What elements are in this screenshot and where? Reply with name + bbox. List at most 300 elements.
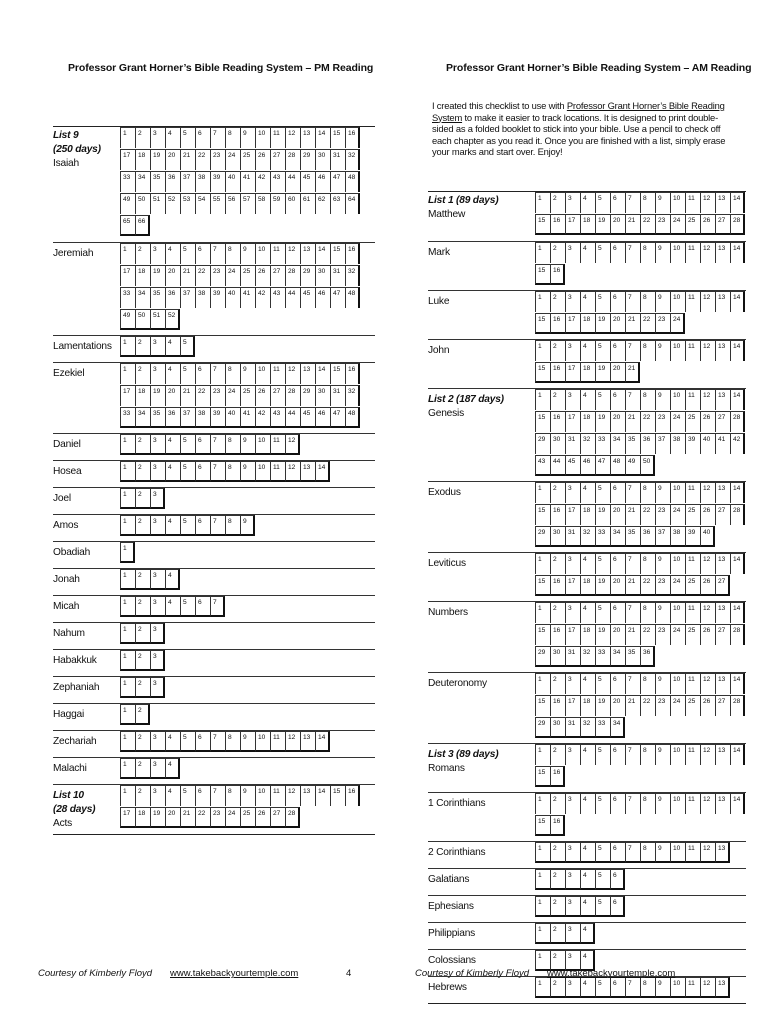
chapter-checkbox[interactable]: 2	[550, 744, 565, 765]
chapter-checkbox[interactable]: 26	[255, 807, 270, 828]
chapter-checkbox[interactable]: 19	[595, 624, 610, 645]
chapter-checkbox[interactable]: 41	[240, 407, 255, 428]
chapter-checkbox[interactable]: 17	[120, 385, 135, 406]
chapter-checkbox[interactable]: 1	[535, 340, 550, 361]
chapter-checkbox[interactable]: 12	[285, 785, 300, 806]
chapter-checkbox[interactable]: 14	[315, 243, 330, 264]
chapter-checkbox[interactable]: 34	[135, 407, 150, 428]
chapter-checkbox[interactable]: 15	[535, 313, 550, 334]
chapter-checkbox[interactable]: 4	[165, 596, 180, 617]
chapter-checkbox[interactable]: 15	[330, 363, 345, 384]
chapter-checkbox[interactable]: 6	[610, 744, 625, 765]
chapter-checkbox[interactable]: 2	[135, 758, 150, 779]
chapter-checkbox[interactable]: 31	[565, 646, 580, 667]
chapter-checkbox[interactable]: 20	[165, 807, 180, 828]
chapter-checkbox[interactable]: 4	[165, 127, 180, 148]
chapter-checkbox[interactable]: 9	[655, 602, 670, 623]
chapter-checkbox[interactable]: 1	[120, 623, 135, 644]
chapter-checkbox[interactable]: 25	[685, 504, 700, 525]
chapter-checkbox[interactable]: 33	[595, 526, 610, 547]
chapter-checkbox[interactable]: 27	[715, 624, 730, 645]
chapter-checkbox[interactable]: 5	[595, 744, 610, 765]
chapter-checkbox[interactable]: 5	[595, 242, 610, 263]
chapter-checkbox[interactable]: 10	[670, 842, 685, 863]
chapter-checkbox[interactable]: 12	[700, 673, 715, 694]
chapter-checkbox[interactable]: 25	[685, 214, 700, 235]
chapter-checkbox[interactable]: 59	[270, 193, 285, 214]
chapter-checkbox[interactable]: 2	[550, 291, 565, 312]
chapter-checkbox[interactable]: 21	[180, 149, 195, 170]
chapter-checkbox[interactable]: 30	[550, 646, 565, 667]
chapter-checkbox[interactable]: 13	[715, 744, 730, 765]
chapter-checkbox[interactable]: 8	[640, 842, 655, 863]
chapter-checkbox[interactable]: 16	[345, 363, 360, 384]
chapter-checkbox[interactable]: 35	[625, 433, 640, 454]
chapter-checkbox[interactable]: 12	[700, 340, 715, 361]
chapter-checkbox[interactable]: 6	[195, 363, 210, 384]
chapter-checkbox[interactable]: 11	[685, 602, 700, 623]
chapter-checkbox[interactable]: 12	[285, 363, 300, 384]
chapter-checkbox[interactable]: 9	[240, 363, 255, 384]
chapter-checkbox[interactable]: 10	[670, 242, 685, 263]
chapter-checkbox[interactable]: 10	[255, 785, 270, 806]
chapter-checkbox[interactable]: 30	[315, 265, 330, 286]
chapter-checkbox[interactable]: 12	[700, 291, 715, 312]
chapter-checkbox[interactable]: 1	[120, 677, 135, 698]
chapter-checkbox[interactable]: 21	[625, 624, 640, 645]
chapter-checkbox[interactable]: 22	[640, 313, 655, 334]
chapter-checkbox[interactable]: 15	[330, 243, 345, 264]
chapter-checkbox[interactable]: 2	[550, 896, 565, 917]
chapter-checkbox[interactable]: 33	[595, 717, 610, 738]
chapter-checkbox[interactable]: 4	[165, 243, 180, 264]
chapter-checkbox[interactable]: 2	[135, 569, 150, 590]
reading-system-link[interactable]: Professor Grant Horner’s Bible Reading System	[432, 100, 725, 123]
chapter-checkbox[interactable]: 6	[195, 127, 210, 148]
chapter-checkbox[interactable]: 4	[580, 977, 595, 998]
chapter-checkbox[interactable]: 8	[225, 127, 240, 148]
chapter-checkbox[interactable]: 15	[535, 504, 550, 525]
chapter-checkbox[interactable]: 1	[120, 758, 135, 779]
chapter-checkbox[interactable]: 35	[625, 646, 640, 667]
chapter-checkbox[interactable]: 3	[565, 923, 580, 944]
chapter-checkbox[interactable]: 13	[715, 602, 730, 623]
chapter-checkbox[interactable]: 27	[270, 385, 285, 406]
chapter-checkbox[interactable]: 3	[565, 553, 580, 574]
chapter-checkbox[interactable]: 28	[285, 385, 300, 406]
chapter-checkbox[interactable]: 1	[120, 704, 135, 725]
chapter-checkbox[interactable]: 7	[210, 243, 225, 264]
chapter-checkbox[interactable]: 19	[595, 214, 610, 235]
chapter-checkbox[interactable]: 24	[670, 411, 685, 432]
chapter-checkbox[interactable]: 42	[730, 433, 745, 454]
chapter-checkbox[interactable]: 10	[670, 977, 685, 998]
chapter-checkbox[interactable]: 12	[700, 842, 715, 863]
chapter-checkbox[interactable]: 32	[580, 646, 595, 667]
chapter-checkbox[interactable]: 23	[655, 624, 670, 645]
chapter-checkbox[interactable]: 19	[150, 149, 165, 170]
chapter-checkbox[interactable]: 33	[595, 646, 610, 667]
chapter-checkbox[interactable]: 20	[610, 624, 625, 645]
chapter-checkbox[interactable]: 18	[580, 624, 595, 645]
chapter-checkbox[interactable]: 15	[535, 411, 550, 432]
chapter-checkbox[interactable]: 44	[285, 171, 300, 192]
chapter-checkbox[interactable]: 8	[640, 744, 655, 765]
chapter-checkbox[interactable]: 13	[300, 243, 315, 264]
chapter-checkbox[interactable]: 2	[550, 340, 565, 361]
chapter-checkbox[interactable]: 10	[670, 192, 685, 213]
chapter-checkbox[interactable]: 7	[625, 793, 640, 814]
chapter-checkbox[interactable]: 3	[565, 950, 580, 971]
chapter-checkbox[interactable]: 5	[595, 793, 610, 814]
chapter-checkbox[interactable]: 16	[345, 243, 360, 264]
chapter-checkbox[interactable]: 11	[685, 842, 700, 863]
chapter-checkbox[interactable]: 34	[610, 717, 625, 738]
chapter-checkbox[interactable]: 38	[670, 526, 685, 547]
chapter-checkbox[interactable]: 3	[565, 192, 580, 213]
chapter-checkbox[interactable]: 29	[300, 265, 315, 286]
chapter-checkbox[interactable]: 4	[580, 389, 595, 410]
chapter-checkbox[interactable]: 61	[300, 193, 315, 214]
chapter-checkbox[interactable]: 5	[180, 336, 195, 357]
chapter-checkbox[interactable]: 31	[330, 385, 345, 406]
chapter-checkbox[interactable]: 19	[595, 695, 610, 716]
chapter-checkbox[interactable]: 40	[225, 171, 240, 192]
chapter-checkbox[interactable]: 4	[580, 192, 595, 213]
chapter-checkbox[interactable]: 16	[550, 815, 565, 836]
chapter-checkbox[interactable]: 11	[685, 793, 700, 814]
chapter-checkbox[interactable]: 21	[625, 313, 640, 334]
chapter-checkbox[interactable]: 12	[285, 461, 300, 482]
chapter-checkbox[interactable]: 8	[640, 389, 655, 410]
chapter-checkbox[interactable]: 35	[625, 526, 640, 547]
chapter-checkbox[interactable]: 8	[640, 242, 655, 263]
chapter-checkbox[interactable]: 1	[120, 434, 135, 455]
chapter-checkbox[interactable]: 17	[565, 313, 580, 334]
chapter-checkbox[interactable]: 10	[670, 389, 685, 410]
chapter-checkbox[interactable]: 44	[550, 455, 565, 476]
chapter-checkbox[interactable]: 14	[730, 291, 745, 312]
chapter-checkbox[interactable]: 8	[225, 515, 240, 536]
chapter-checkbox[interactable]: 12	[285, 127, 300, 148]
chapter-checkbox[interactable]: 34	[610, 526, 625, 547]
footer-website-link[interactable]: www.takebackyourtemple.com	[170, 968, 299, 979]
chapter-checkbox[interactable]: 3	[150, 243, 165, 264]
chapter-checkbox[interactable]: 23	[655, 575, 670, 596]
chapter-checkbox[interactable]: 3	[565, 291, 580, 312]
chapter-checkbox[interactable]: 9	[655, 340, 670, 361]
chapter-checkbox[interactable]: 32	[580, 433, 595, 454]
chapter-checkbox[interactable]: 39	[210, 171, 225, 192]
chapter-checkbox[interactable]: 26	[700, 504, 715, 525]
chapter-checkbox[interactable]: 26	[255, 149, 270, 170]
chapter-checkbox[interactable]: 5	[180, 785, 195, 806]
chapter-checkbox[interactable]: 12	[700, 553, 715, 574]
chapter-checkbox[interactable]: 4	[580, 340, 595, 361]
chapter-checkbox[interactable]: 2	[135, 336, 150, 357]
chapter-checkbox[interactable]: 7	[625, 291, 640, 312]
chapter-checkbox[interactable]: 1	[535, 896, 550, 917]
chapter-checkbox[interactable]: 29	[535, 646, 550, 667]
chapter-checkbox[interactable]: 4	[165, 434, 180, 455]
chapter-checkbox[interactable]: 27	[270, 265, 285, 286]
chapter-checkbox[interactable]: 7	[625, 340, 640, 361]
chapter-checkbox[interactable]: 5	[595, 192, 610, 213]
chapter-checkbox[interactable]: 13	[300, 461, 315, 482]
chapter-checkbox[interactable]: 49	[120, 193, 135, 214]
chapter-checkbox[interactable]: 14	[730, 192, 745, 213]
chapter-checkbox[interactable]: 10	[670, 744, 685, 765]
chapter-checkbox[interactable]: 29	[300, 149, 315, 170]
chapter-checkbox[interactable]: 40	[225, 407, 240, 428]
chapter-checkbox[interactable]: 17	[565, 624, 580, 645]
chapter-checkbox[interactable]: 2	[135, 650, 150, 671]
chapter-checkbox[interactable]: 22	[640, 624, 655, 645]
chapter-checkbox[interactable]: 16	[550, 264, 565, 285]
chapter-checkbox[interactable]: 9	[240, 785, 255, 806]
chapter-checkbox[interactable]: 57	[240, 193, 255, 214]
chapter-checkbox[interactable]: 5	[595, 291, 610, 312]
chapter-checkbox[interactable]: 5	[180, 434, 195, 455]
chapter-checkbox[interactable]: 1	[535, 673, 550, 694]
chapter-checkbox[interactable]: 16	[550, 695, 565, 716]
chapter-checkbox[interactable]: 10	[670, 673, 685, 694]
chapter-checkbox[interactable]: 11	[270, 243, 285, 264]
chapter-checkbox[interactable]: 52	[165, 309, 180, 330]
chapter-checkbox[interactable]: 3	[565, 389, 580, 410]
chapter-checkbox[interactable]: 1	[120, 243, 135, 264]
chapter-checkbox[interactable]: 23	[655, 504, 670, 525]
chapter-checkbox[interactable]: 4	[580, 842, 595, 863]
chapter-checkbox[interactable]: 8	[225, 461, 240, 482]
chapter-checkbox[interactable]: 2	[550, 242, 565, 263]
chapter-checkbox[interactable]: 1	[535, 482, 550, 503]
chapter-checkbox[interactable]: 2	[550, 923, 565, 944]
chapter-checkbox[interactable]: 1	[535, 923, 550, 944]
chapter-checkbox[interactable]: 2	[550, 553, 565, 574]
chapter-checkbox[interactable]: 4	[580, 869, 595, 890]
chapter-checkbox[interactable]: 24	[670, 504, 685, 525]
chapter-checkbox[interactable]: 3	[150, 731, 165, 752]
chapter-checkbox[interactable]: 6	[610, 340, 625, 361]
chapter-checkbox[interactable]: 8	[225, 363, 240, 384]
chapter-checkbox[interactable]: 35	[150, 287, 165, 308]
chapter-checkbox[interactable]: 5	[180, 515, 195, 536]
chapter-checkbox[interactable]: 24	[670, 313, 685, 334]
chapter-checkbox[interactable]: 11	[685, 744, 700, 765]
chapter-checkbox[interactable]: 2	[135, 488, 150, 509]
chapter-checkbox[interactable]: 1	[120, 650, 135, 671]
chapter-checkbox[interactable]: 14	[730, 602, 745, 623]
chapter-checkbox[interactable]: 33	[120, 287, 135, 308]
chapter-checkbox[interactable]: 10	[670, 553, 685, 574]
chapter-checkbox[interactable]: 14	[315, 127, 330, 148]
chapter-checkbox[interactable]: 4	[580, 553, 595, 574]
chapter-checkbox[interactable]: 8	[225, 785, 240, 806]
chapter-checkbox[interactable]: 7	[210, 596, 225, 617]
chapter-checkbox[interactable]: 31	[565, 526, 580, 547]
chapter-checkbox[interactable]: 17	[120, 807, 135, 828]
chapter-checkbox[interactable]: 26	[700, 214, 715, 235]
chapter-checkbox[interactable]: 16	[550, 575, 565, 596]
chapter-checkbox[interactable]: 3	[565, 842, 580, 863]
chapter-checkbox[interactable]: 9	[240, 434, 255, 455]
chapter-checkbox[interactable]: 2	[135, 704, 150, 725]
chapter-checkbox[interactable]: 2	[550, 869, 565, 890]
chapter-checkbox[interactable]: 18	[580, 575, 595, 596]
chapter-checkbox[interactable]: 19	[150, 807, 165, 828]
chapter-checkbox[interactable]: 14	[730, 553, 745, 574]
chapter-checkbox[interactable]: 34	[610, 433, 625, 454]
chapter-checkbox[interactable]: 35	[150, 171, 165, 192]
chapter-checkbox[interactable]: 36	[165, 287, 180, 308]
chapter-checkbox[interactable]: 12	[700, 482, 715, 503]
chapter-checkbox[interactable]: 6	[610, 389, 625, 410]
chapter-checkbox[interactable]: 7	[625, 192, 640, 213]
chapter-checkbox[interactable]: 11	[270, 731, 285, 752]
chapter-checkbox[interactable]: 17	[565, 504, 580, 525]
chapter-checkbox[interactable]: 7	[210, 434, 225, 455]
chapter-checkbox[interactable]: 4	[165, 758, 180, 779]
chapter-checkbox[interactable]: 66	[135, 215, 150, 236]
chapter-checkbox[interactable]: 2	[550, 673, 565, 694]
chapter-checkbox[interactable]: 22	[195, 807, 210, 828]
chapter-checkbox[interactable]: 23	[655, 313, 670, 334]
chapter-checkbox[interactable]: 37	[180, 287, 195, 308]
chapter-checkbox[interactable]: 14	[730, 482, 745, 503]
chapter-checkbox[interactable]: 12	[700, 389, 715, 410]
chapter-checkbox[interactable]: 31	[330, 265, 345, 286]
chapter-checkbox[interactable]: 19	[595, 313, 610, 334]
chapter-checkbox[interactable]: 2	[135, 434, 150, 455]
chapter-checkbox[interactable]: 9	[655, 673, 670, 694]
chapter-checkbox[interactable]: 4	[165, 363, 180, 384]
chapter-checkbox[interactable]: 13	[715, 553, 730, 574]
chapter-checkbox[interactable]: 46	[315, 407, 330, 428]
chapter-checkbox[interactable]: 11	[270, 434, 285, 455]
chapter-checkbox[interactable]: 44	[285, 287, 300, 308]
chapter-checkbox[interactable]: 42	[255, 407, 270, 428]
chapter-checkbox[interactable]: 14	[315, 785, 330, 806]
chapter-checkbox[interactable]: 5	[595, 482, 610, 503]
chapter-checkbox[interactable]: 17	[565, 411, 580, 432]
chapter-checkbox[interactable]: 19	[595, 362, 610, 383]
chapter-checkbox[interactable]: 4	[580, 896, 595, 917]
chapter-checkbox[interactable]: 1	[120, 542, 135, 563]
chapter-checkbox[interactable]: 16	[550, 504, 565, 525]
chapter-checkbox[interactable]: 3	[150, 515, 165, 536]
chapter-checkbox[interactable]: 5	[595, 673, 610, 694]
chapter-checkbox[interactable]: 13	[300, 127, 315, 148]
chapter-checkbox[interactable]: 44	[285, 407, 300, 428]
chapter-checkbox[interactable]: 15	[535, 766, 550, 787]
chapter-checkbox[interactable]: 43	[270, 287, 285, 308]
chapter-checkbox[interactable]: 21	[180, 807, 195, 828]
chapter-checkbox[interactable]: 8	[640, 673, 655, 694]
chapter-checkbox[interactable]: 6	[610, 291, 625, 312]
chapter-checkbox[interactable]: 37	[180, 407, 195, 428]
chapter-checkbox[interactable]: 7	[210, 363, 225, 384]
chapter-checkbox[interactable]: 20	[610, 575, 625, 596]
chapter-checkbox[interactable]: 18	[580, 362, 595, 383]
chapter-checkbox[interactable]: 3	[150, 596, 165, 617]
chapter-checkbox[interactable]: 17	[565, 214, 580, 235]
chapter-checkbox[interactable]: 41	[240, 171, 255, 192]
chapter-checkbox[interactable]: 3	[565, 977, 580, 998]
chapter-checkbox[interactable]: 9	[655, 192, 670, 213]
chapter-checkbox[interactable]: 23	[210, 385, 225, 406]
chapter-checkbox[interactable]: 27	[715, 504, 730, 525]
chapter-checkbox[interactable]: 28	[285, 265, 300, 286]
chapter-checkbox[interactable]: 11	[270, 363, 285, 384]
chapter-checkbox[interactable]: 48	[345, 407, 360, 428]
chapter-checkbox[interactable]: 15	[330, 785, 345, 806]
chapter-checkbox[interactable]: 3	[565, 896, 580, 917]
chapter-checkbox[interactable]: 7	[625, 673, 640, 694]
chapter-checkbox[interactable]: 12	[700, 793, 715, 814]
chapter-checkbox[interactable]: 2	[135, 677, 150, 698]
chapter-checkbox[interactable]: 12	[285, 731, 300, 752]
chapter-checkbox[interactable]: 5	[595, 842, 610, 863]
chapter-checkbox[interactable]: 58	[255, 193, 270, 214]
chapter-checkbox[interactable]: 1	[120, 731, 135, 752]
chapter-checkbox[interactable]: 19	[150, 385, 165, 406]
chapter-checkbox[interactable]: 30	[315, 385, 330, 406]
chapter-checkbox[interactable]: 13	[300, 363, 315, 384]
chapter-checkbox[interactable]: 32	[345, 265, 360, 286]
chapter-checkbox[interactable]: 8	[225, 243, 240, 264]
chapter-checkbox[interactable]: 29	[535, 433, 550, 454]
chapter-checkbox[interactable]: 22	[640, 695, 655, 716]
chapter-checkbox[interactable]: 23	[210, 807, 225, 828]
chapter-checkbox[interactable]: 40	[700, 433, 715, 454]
chapter-checkbox[interactable]: 21	[625, 214, 640, 235]
chapter-checkbox[interactable]: 47	[330, 407, 345, 428]
chapter-checkbox[interactable]: 25	[685, 575, 700, 596]
chapter-checkbox[interactable]: 3	[565, 744, 580, 765]
chapter-checkbox[interactable]: 1	[535, 977, 550, 998]
chapter-checkbox[interactable]: 3	[565, 673, 580, 694]
chapter-checkbox[interactable]: 15	[535, 575, 550, 596]
chapter-checkbox[interactable]: 16	[550, 313, 565, 334]
chapter-checkbox[interactable]: 9	[240, 515, 255, 536]
chapter-checkbox[interactable]: 23	[655, 411, 670, 432]
chapter-checkbox[interactable]: 36	[640, 526, 655, 547]
chapter-checkbox[interactable]: 3	[150, 623, 165, 644]
chapter-checkbox[interactable]: 12	[285, 243, 300, 264]
chapter-checkbox[interactable]: 3	[150, 461, 165, 482]
chapter-checkbox[interactable]: 49	[625, 455, 640, 476]
chapter-checkbox[interactable]: 6	[610, 602, 625, 623]
chapter-checkbox[interactable]: 36	[165, 407, 180, 428]
chapter-checkbox[interactable]: 23	[210, 149, 225, 170]
chapter-checkbox[interactable]: 29	[535, 717, 550, 738]
chapter-checkbox[interactable]: 6	[195, 596, 210, 617]
chapter-checkbox[interactable]: 17	[565, 695, 580, 716]
chapter-checkbox[interactable]: 13	[715, 291, 730, 312]
chapter-checkbox[interactable]: 18	[580, 313, 595, 334]
chapter-checkbox[interactable]: 38	[670, 433, 685, 454]
chapter-checkbox[interactable]: 39	[685, 526, 700, 547]
chapter-checkbox[interactable]: 8	[640, 340, 655, 361]
chapter-checkbox[interactable]: 19	[595, 575, 610, 596]
chapter-checkbox[interactable]: 14	[730, 242, 745, 263]
chapter-checkbox[interactable]: 27	[715, 214, 730, 235]
chapter-checkbox[interactable]: 2	[550, 192, 565, 213]
chapter-checkbox[interactable]: 20	[165, 265, 180, 286]
chapter-checkbox[interactable]: 12	[700, 192, 715, 213]
chapter-checkbox[interactable]: 7	[210, 127, 225, 148]
